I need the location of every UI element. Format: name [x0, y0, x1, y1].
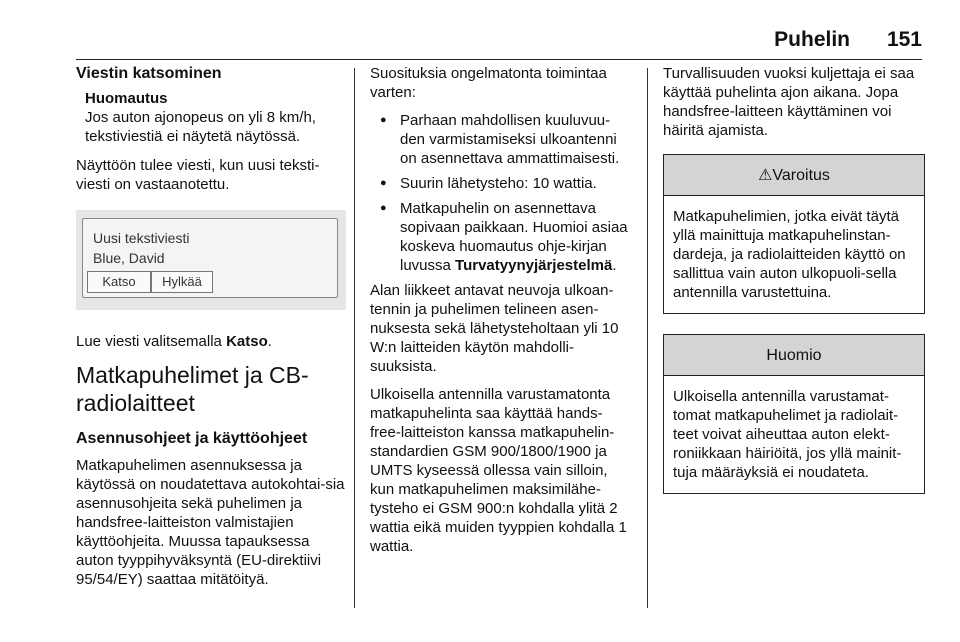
warning-header: [664, 155, 924, 196]
bold-term: Katso: [226, 333, 268, 350]
text: Matkapuhelin on asennettava sopivaan paikkaan. Huomioi asiaa koskeva huomautus ohje-kirjan luvussa: [400, 200, 628, 274]
list-item: ● Parhaan mahdollisen kuuluvuu-den varmistamiseksi ulkoantenni on asennettava ammattimaisesti.: [370, 111, 632, 168]
message-screen-illustration: [76, 210, 346, 310]
warning-text: Matkapuhelimien, jotka eivät täytä yllä mainittuja matkapuhelinstan-dardeja, ja radiolaitteiden käyttö on sallittua vain auton ulkopuoli-sella antennilla varustettuina.: [673, 208, 906, 301]
note-text: Jos auton ajonopeus on yli 8 km/h, tekstiviestiä ei näytetä näytössä.: [85, 109, 316, 145]
text: .: [267, 333, 272, 350]
view-button[interactable]: Katso: [87, 271, 151, 293]
notice-header: Huomio: [664, 335, 924, 376]
column-2: [370, 64, 632, 565]
page-header: [0, 22, 960, 52]
heading-viewing-message: Viestin katsominen: [76, 65, 222, 82]
warning-title: Varoitus: [772, 167, 830, 184]
paragraph: Näyttöön tulee viesti, kun uusi teksti-viesti on vastaanotettu.: [76, 157, 320, 193]
paragraph: Turvallisuuden vuoksi kuljettaja ei saa käyttää puhelinta ajon aikana. Jopa handsfree-laitteen käyttäminen voi häiritä ajamista.: [663, 65, 915, 139]
note: [76, 89, 346, 146]
warning-icon: ⚠: [758, 167, 773, 184]
bold-term: Turvatyynyjärjestelmä: [455, 257, 613, 274]
screen-sender: Blue, David: [93, 250, 165, 266]
note-title: Huomautus: [85, 90, 168, 107]
list-item: ● Suurin lähetysteho: 10 wattia.: [370, 174, 632, 193]
section-title: Puhelin: [774, 28, 850, 51]
text: .: [612, 257, 617, 274]
column-divider: [354, 68, 355, 608]
text: Lue viesti valitsemalla: [76, 333, 227, 350]
paragraph: Matkapuhelimen asennuksessa ja käytössä on noudatettava autokohtai-sia asennusohjeita sekä puhelimen ja handsfree-laitteiston valmistajien käyttöohjeita. Muussa tapauksessa auton tyyppihyväksyntä (EU-direktiivi 95/54/EY) saattaa mitätöityä.: [76, 457, 345, 588]
paragraph: Alan liikkeet antavat neuvoja ulkoan-tennin ja puhelimen telineen asen-nuksesta sekä lähetysteholtaan yli 10 W:n laitteiden käytön mahdolli-suuksista.: [370, 282, 619, 375]
column-divider: [647, 68, 648, 608]
screen-title: Uusi tekstiviesti: [93, 230, 190, 246]
list-item: [370, 199, 632, 275]
paragraph: Suosituksia ongelmatonta toimintaa varten:: [370, 65, 607, 101]
page-number: 151: [886, 28, 922, 51]
heading-installation: Asennusohjeet ja käyttöohjeet: [76, 430, 308, 447]
warning-box: [663, 154, 925, 314]
notice-box: [663, 334, 925, 494]
paragraph: Ulkoisella antennilla varustamatonta matkapuhelinta saa käyttää hands-free-laitteiston kanssa matkapuhelin-standardien GSM 900/1800/1900 ja UMTS kyseessä ollessa vain silloin, kun matkapuhelimen maksimilähe-tysteho ei GSM 900:n kohdalla ylitä 2 wattia eikä muiden tyyppien kohdalla 1 wattia.: [370, 386, 627, 555]
column-1: [76, 64, 346, 598]
column-3: [663, 64, 925, 514]
header-rule: [76, 59, 922, 60]
notice-text: Ulkoisella antennilla varustamat-tomat matkapuhelimet ja radiolait-teet voivat aiheuttaa auton elekt-roniikkaan häiriöitä, jos yllä mainit-tuja määräyksiä ei noudateta.: [673, 388, 902, 481]
heading-mobile-phones: Matkapuhelimet ja CB-radiolaitteet: [76, 362, 309, 416]
paragraph: [76, 332, 346, 351]
bullet-list: [370, 111, 632, 275]
screen-frame: [82, 218, 338, 298]
reject-button[interactable]: Hylkää: [151, 271, 213, 293]
